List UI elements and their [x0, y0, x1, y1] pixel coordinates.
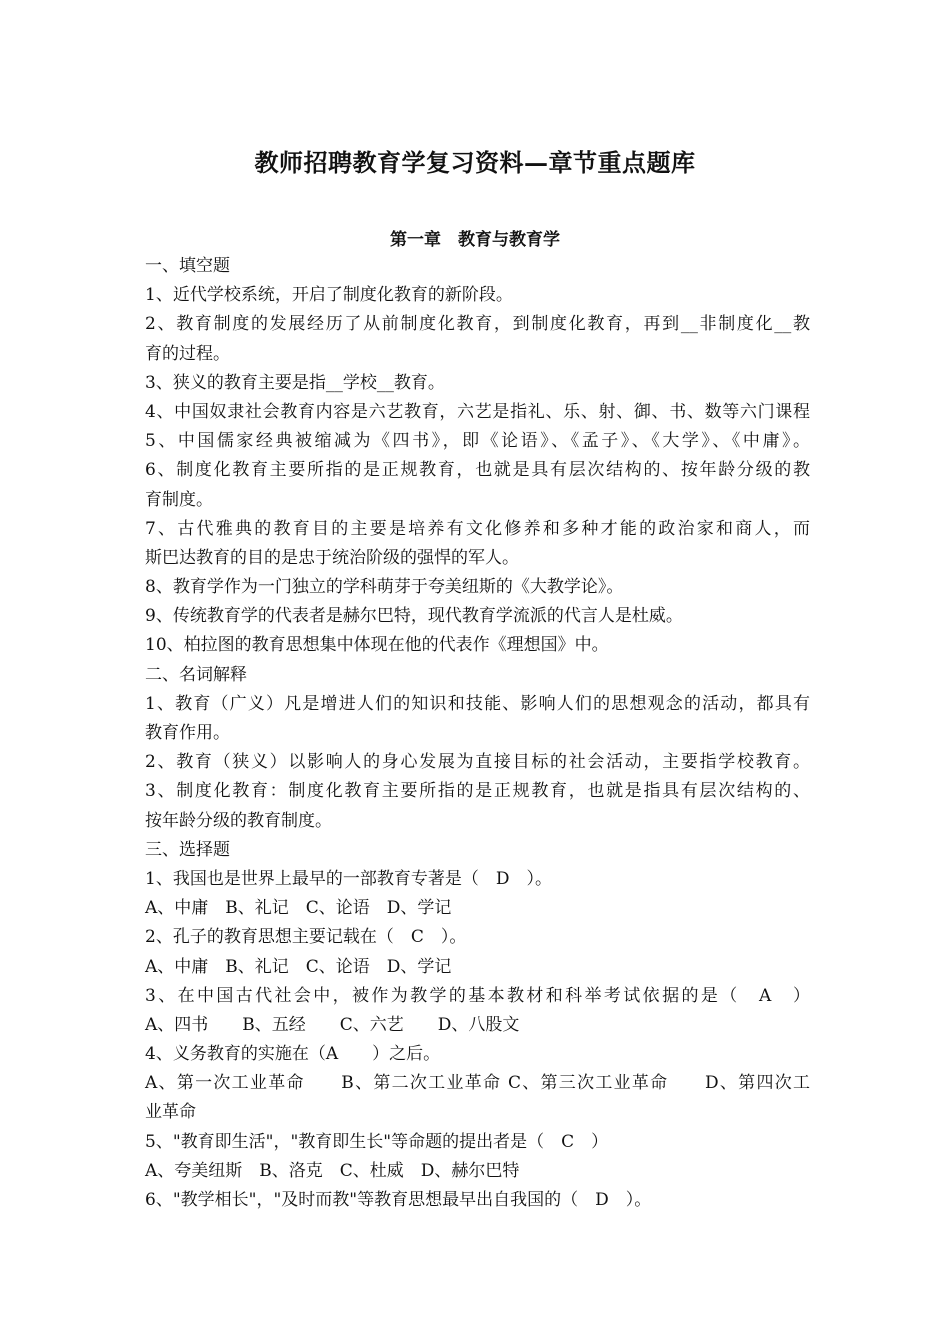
text-line: 1、近代学校系统，开启了制度化教育的新阶段。	[145, 285, 513, 306]
question-line: 5、"教育即生活"，"教育即生长"等命题的提出者是（ C ）	[145, 1131, 609, 1152]
options-line: A、四书 B、五经 C、六艺 D、八股文	[145, 1014, 520, 1035]
document-title: 教师招聘教育学复习资料—章节重点题库	[254, 148, 696, 177]
text-line: 2、教育（狭义）以影响人的身心发展为直接目标的社会活动，主要指学校教育。	[145, 752, 810, 773]
document-body	[145, 252, 810, 1215]
section-heading: 二、名词解释	[145, 664, 247, 685]
question-line: 1、我国也是世界上最早的一部教育专著是（ D ）。	[145, 868, 552, 889]
text-line: 1、教育（广义）凡是增进人们的知识和技能、影响人们的思想观念的活动，都具有	[145, 693, 810, 714]
text-line: 育制度。	[145, 489, 213, 510]
question-line: 6、"教学相长"，"及时而教"等教育思想最早出自我国的（ D ）。	[145, 1190, 652, 1210]
text-line: 8、教育学作为一门独立的学科萌芽于夸美纽斯的《大教学论》。	[145, 577, 624, 598]
text-line: 教育作用。	[145, 723, 230, 743]
text-line: 10、柏拉图的教育思想集中体现在他的代表作《理想国》中。	[145, 635, 609, 656]
chapter-heading: 第一章 教育与教育学	[390, 230, 560, 250]
text-line: 7、古代雅典的教育目的主要是培养有文化修养和多种才能的政治家和商人，而	[145, 518, 810, 539]
options-line: A、第一次工业革命 B、第二次工业革命 C、第三次工业革命 D、第四次工	[145, 1073, 810, 1094]
section-heading: 一、填空题	[145, 256, 230, 276]
text-line: 按年龄分级的教育制度。	[145, 810, 332, 831]
section-heading: 三、选择题	[145, 839, 230, 860]
question-line: 3、在中国古代社会中，被作为教学的基本教材和科举考试依据的是（ A ）	[145, 985, 810, 1006]
text-line: 4、中国奴隶社会教育内容是六艺教育，六艺是指礼、乐、射、御、书、数等六门课程	[145, 401, 810, 422]
text-line: 3、狭义的教育主要是指__学校__教育。	[145, 372, 445, 393]
question-line: 2、孔子的教育思想主要记载在（ C ）。	[145, 927, 467, 948]
options-line: A、夸美纽斯 B、洛克 C、杜威 D、赫尔巴特	[145, 1160, 520, 1181]
question-line: 4、义务教育的实施在（A ）之后。	[145, 1044, 441, 1065]
options-line: A、中庸 B、礼记 C、论语 D、学记	[145, 956, 452, 977]
text-line: 6、制度化教育主要所指的是正规教育，也就是具有层次结构的、按年龄分级的教	[145, 460, 810, 481]
options-line: A、中庸 B、礼记 C、论语 D、学记	[145, 898, 452, 919]
text-line: 5、中国儒家经典被缩减为《四书》，即《论语》、《孟子》、《大学》、《中庸》。	[145, 431, 810, 452]
text-line: 斯巴达教育的目的是忠于统治阶级的强悍的军人。	[145, 547, 519, 568]
text-line: 2、教育制度的发展经历了从前制度化教育，到制度化教育，再到__非制度化__教	[145, 314, 810, 335]
text-line: 9、传统教育学的代表者是赫尔巴特，现代教育学流派的代言人是杜威。	[145, 606, 683, 627]
text-line: 3、制度化教育：制度化教育主要所指的是正规教育，也就是指具有层次结构的、	[145, 781, 810, 802]
options-line: 业革命	[145, 1102, 196, 1123]
text-line: 育的过程。	[145, 343, 230, 364]
